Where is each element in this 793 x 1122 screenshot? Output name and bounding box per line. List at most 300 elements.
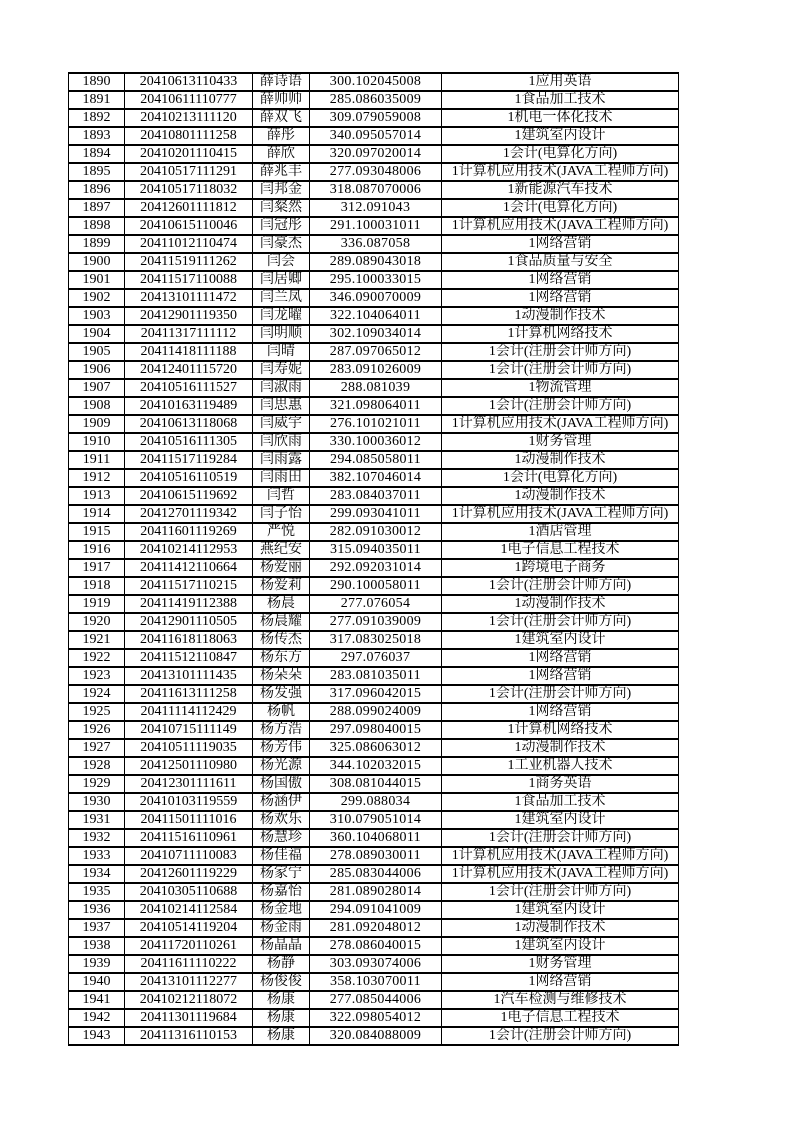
table-row: [69, 991, 679, 1009]
major-cell: 1财务管理: [442, 433, 679, 451]
serial-cell: 1936: [69, 901, 125, 919]
major-cell: 1会计(注册会计师方向): [442, 343, 679, 361]
serial-cell: 1915: [69, 523, 125, 541]
serial-cell: 1913: [69, 487, 125, 505]
serial-cell: 1932: [69, 829, 125, 847]
major-cell: 1动漫制作技术: [442, 919, 679, 937]
table-row: [69, 361, 679, 379]
table-row: [69, 73, 679, 91]
student-name-cell: 杨家宁: [253, 865, 310, 883]
student-id-cell: 20413101111472: [125, 289, 253, 307]
student-id-cell: 20410615119692: [125, 487, 253, 505]
table-row: [69, 739, 679, 757]
table-row: [69, 775, 679, 793]
score-cell: 303.093074006: [310, 955, 442, 973]
student-name-cell: 闫豪杰: [253, 235, 310, 253]
student-name-cell: 杨嘉怡: [253, 883, 310, 901]
serial-cell: 1928: [69, 757, 125, 775]
student-name-cell: 杨东方: [253, 649, 310, 667]
roster-table-body: [69, 73, 679, 1045]
table-row: [69, 577, 679, 595]
table-row: [69, 919, 679, 937]
student-id-cell: 20410711110083: [125, 847, 253, 865]
score-cell: 299.088034: [310, 793, 442, 811]
student-id-cell: 20410516110519: [125, 469, 253, 487]
student-name-cell: 闫威宇: [253, 415, 310, 433]
student-name-cell: 薛帅帅: [253, 91, 310, 109]
student-name-cell: 杨金地: [253, 901, 310, 919]
student-name-cell: 闫淑雨: [253, 379, 310, 397]
student-id-cell: 20410611110777: [125, 91, 253, 109]
student-name-cell: 闫雨露: [253, 451, 310, 469]
student-id-cell: 20411517110215: [125, 577, 253, 595]
serial-cell: 1890: [69, 73, 125, 91]
student-name-cell: 杨康: [253, 1027, 310, 1045]
student-id-cell: 20411412110664: [125, 559, 253, 577]
student-id-cell: 20410212118072: [125, 991, 253, 1009]
table-row: [69, 865, 679, 883]
table-row: [69, 631, 679, 649]
score-cell: 300.102045008: [310, 73, 442, 91]
student-name-cell: 杨爱丽: [253, 559, 310, 577]
student-id-cell: 20411512110847: [125, 649, 253, 667]
serial-cell: 1910: [69, 433, 125, 451]
student-id-cell: 20412501110980: [125, 757, 253, 775]
student-name-cell: 杨朵朵: [253, 667, 310, 685]
score-cell: 291.100031011: [310, 217, 442, 235]
major-cell: 1计算机应用技术(JAVA工程师方向): [442, 163, 679, 181]
major-cell: 1建筑室内设计: [442, 937, 679, 955]
serial-cell: 1893: [69, 127, 125, 145]
student-id-cell: 20412601119229: [125, 865, 253, 883]
table-row: [69, 271, 679, 289]
table-row: [69, 91, 679, 109]
major-cell: 1会计(注册会计师方向): [442, 577, 679, 595]
serial-cell: 1906: [69, 361, 125, 379]
score-cell: 277.091039009: [310, 613, 442, 631]
score-cell: 278.089030011: [310, 847, 442, 865]
score-cell: 276.101021011: [310, 415, 442, 433]
table-row: [69, 469, 679, 487]
table-row: [69, 415, 679, 433]
table-row: [69, 235, 679, 253]
student-name-cell: 杨帆: [253, 703, 310, 721]
student-name-cell: 闫思惠: [253, 397, 310, 415]
serial-cell: 1914: [69, 505, 125, 523]
major-cell: 1会计(注册会计师方向): [442, 613, 679, 631]
score-cell: 297.098040015: [310, 721, 442, 739]
serial-cell: 1908: [69, 397, 125, 415]
student-id-cell: 20411419112388: [125, 595, 253, 613]
serial-cell: 1941: [69, 991, 125, 1009]
serial-cell: 1900: [69, 253, 125, 271]
major-cell: 1会计(注册会计师方向): [442, 829, 679, 847]
major-cell: 1食品加工技术: [442, 793, 679, 811]
serial-cell: 1892: [69, 109, 125, 127]
student-id-cell: 20411317111112: [125, 325, 253, 343]
score-cell: 344.102032015: [310, 757, 442, 775]
score-cell: 318.087070006: [310, 181, 442, 199]
major-cell: 1会计(注册会计师方向): [442, 1027, 679, 1045]
major-cell: 1电子信息工程技术: [442, 541, 679, 559]
major-cell: 1计算机应用技术(JAVA工程师方向): [442, 865, 679, 883]
serial-cell: 1939: [69, 955, 125, 973]
student-id-cell: 20411601119269: [125, 523, 253, 541]
major-cell: 1网络营销: [442, 973, 679, 991]
student-id-cell: 20410103119559: [125, 793, 253, 811]
major-cell: 1财务管理: [442, 955, 679, 973]
major-cell: 1食品加工技术: [442, 91, 679, 109]
student-name-cell: 杨晶晶: [253, 937, 310, 955]
score-cell: 282.091030012: [310, 523, 442, 541]
student-id-cell: 20411613111258: [125, 685, 253, 703]
student-name-cell: 闫欣雨: [253, 433, 310, 451]
serial-cell: 1899: [69, 235, 125, 253]
table-row: [69, 901, 679, 919]
student-name-cell: 薛彤: [253, 127, 310, 145]
student-id-cell: 20410517111291: [125, 163, 253, 181]
major-cell: 1网络营销: [442, 289, 679, 307]
serial-cell: 1937: [69, 919, 125, 937]
student-name-cell: 闫兰凤: [253, 289, 310, 307]
score-cell: 299.093041011: [310, 505, 442, 523]
serial-cell: 1926: [69, 721, 125, 739]
score-cell: 358.103070011: [310, 973, 442, 991]
serial-cell: 1904: [69, 325, 125, 343]
student-id-cell: 20412901119350: [125, 307, 253, 325]
serial-cell: 1933: [69, 847, 125, 865]
student-name-cell: 闫雨田: [253, 469, 310, 487]
table-row: [69, 487, 679, 505]
student-id-cell: 20411519111262: [125, 253, 253, 271]
serial-cell: 1918: [69, 577, 125, 595]
student-id-cell: 20410514119204: [125, 919, 253, 937]
student-id-cell: 20411501111016: [125, 811, 253, 829]
table-row: [69, 199, 679, 217]
major-cell: 1计算机应用技术(JAVA工程师方向): [442, 217, 679, 235]
score-cell: 289.089043018: [310, 253, 442, 271]
table-row: [69, 937, 679, 955]
serial-cell: 1919: [69, 595, 125, 613]
student-name-cell: 闫粲然: [253, 199, 310, 217]
table-row: [69, 613, 679, 631]
student-id-cell: 20411517110088: [125, 271, 253, 289]
student-id-cell: 20411517119284: [125, 451, 253, 469]
student-id-cell: 20410305110688: [125, 883, 253, 901]
serial-cell: 1942: [69, 1009, 125, 1027]
student-name-cell: 杨传杰: [253, 631, 310, 649]
major-cell: 1新能源汽车技术: [442, 181, 679, 199]
serial-cell: 1897: [69, 199, 125, 217]
major-cell: 1网络营销: [442, 271, 679, 289]
table-row: [69, 163, 679, 181]
serial-cell: 1895: [69, 163, 125, 181]
table-row: [69, 721, 679, 739]
serial-cell: 1920: [69, 613, 125, 631]
table-row: [69, 1009, 679, 1027]
score-cell: 283.081035011: [310, 667, 442, 685]
student-name-cell: 闫冠彤: [253, 217, 310, 235]
table-row: [69, 181, 679, 199]
student-name-cell: 杨金雨: [253, 919, 310, 937]
major-cell: 1电子信息工程技术: [442, 1009, 679, 1027]
student-id-cell: 20413101111435: [125, 667, 253, 685]
student-id-cell: 20410715111149: [125, 721, 253, 739]
major-cell: 1商务英语: [442, 775, 679, 793]
major-cell: 1计算机应用技术(JAVA工程师方向): [442, 415, 679, 433]
major-cell: 1网络营销: [442, 649, 679, 667]
table-row: [69, 109, 679, 127]
table-row: [69, 883, 679, 901]
table-row: [69, 127, 679, 145]
table-row: [69, 595, 679, 613]
serial-cell: 1894: [69, 145, 125, 163]
student-id-cell: 20411316110153: [125, 1027, 253, 1045]
major-cell: 1动漫制作技术: [442, 307, 679, 325]
table-row: [69, 1027, 679, 1045]
major-cell: 1建筑室内设计: [442, 901, 679, 919]
major-cell: 1计算机网络技术: [442, 721, 679, 739]
student-id-cell: 20410511119035: [125, 739, 253, 757]
serial-cell: 1923: [69, 667, 125, 685]
student-id-cell: 20413101112277: [125, 973, 253, 991]
table-row: [69, 307, 679, 325]
table-row: [69, 433, 679, 451]
student-name-cell: 闫晴: [253, 343, 310, 361]
student-name-cell: 闫居卿: [253, 271, 310, 289]
student-name-cell: 杨芳伟: [253, 739, 310, 757]
major-cell: 1工业机器人技术: [442, 757, 679, 775]
table-row: [69, 289, 679, 307]
serial-cell: 1921: [69, 631, 125, 649]
student-name-cell: 杨爱莉: [253, 577, 310, 595]
major-cell: 1网络营销: [442, 667, 679, 685]
major-cell: 1会计(注册会计师方向): [442, 883, 679, 901]
major-cell: 1机电一体化技术: [442, 109, 679, 127]
major-cell: 1会计(电算化方向): [442, 145, 679, 163]
table-row: [69, 523, 679, 541]
table-row: [69, 649, 679, 667]
student-name-cell: 杨光源: [253, 757, 310, 775]
student-name-cell: 薛诗语: [253, 73, 310, 91]
score-cell: 288.081039: [310, 379, 442, 397]
score-cell: 290.100058011: [310, 577, 442, 595]
serial-cell: 1927: [69, 739, 125, 757]
major-cell: 1汽车检测与维修技术: [442, 991, 679, 1009]
score-cell: 382.107046014: [310, 469, 442, 487]
score-cell: 310.079051014: [310, 811, 442, 829]
serial-cell: 1916: [69, 541, 125, 559]
score-cell: 322.098054012: [310, 1009, 442, 1027]
score-cell: 285.083044006: [310, 865, 442, 883]
serial-cell: 1938: [69, 937, 125, 955]
serial-cell: 1912: [69, 469, 125, 487]
student-id-cell: 20412301111611: [125, 775, 253, 793]
table-row: [69, 451, 679, 469]
score-cell: 281.092048012: [310, 919, 442, 937]
student-name-cell: 杨涵伊: [253, 793, 310, 811]
admission-roster-table: [68, 72, 679, 1046]
serial-cell: 1901: [69, 271, 125, 289]
major-cell: 1动漫制作技术: [442, 487, 679, 505]
serial-cell: 1935: [69, 883, 125, 901]
serial-cell: 1917: [69, 559, 125, 577]
table-row: [69, 379, 679, 397]
table-row: [69, 325, 679, 343]
table-row: [69, 253, 679, 271]
student-id-cell: 20412901110505: [125, 613, 253, 631]
student-id-cell: 20411301119684: [125, 1009, 253, 1027]
student-id-cell: 20410213111120: [125, 109, 253, 127]
major-cell: 1会计(电算化方向): [442, 199, 679, 217]
student-id-cell: 20410613118068: [125, 415, 253, 433]
student-id-cell: 20410801111258: [125, 127, 253, 145]
student-name-cell: 杨国傲: [253, 775, 310, 793]
major-cell: 1网络营销: [442, 235, 679, 253]
student-name-cell: 薛欣: [253, 145, 310, 163]
serial-cell: 1909: [69, 415, 125, 433]
student-id-cell: 20410613110433: [125, 73, 253, 91]
student-id-cell: 20411418111188: [125, 343, 253, 361]
serial-cell: 1911: [69, 451, 125, 469]
student-name-cell: 杨俊俊: [253, 973, 310, 991]
major-cell: 1计算机应用技术(JAVA工程师方向): [442, 505, 679, 523]
table-row: [69, 829, 679, 847]
score-cell: 325.086063012: [310, 739, 442, 757]
student-name-cell: 薛兆丰: [253, 163, 310, 181]
student-id-cell: 20410516111527: [125, 379, 253, 397]
serial-cell: 1924: [69, 685, 125, 703]
table-row: [69, 217, 679, 235]
table-row: [69, 793, 679, 811]
serial-cell: 1931: [69, 811, 125, 829]
table-row: [69, 397, 679, 415]
student-id-cell: 20412601111812: [125, 199, 253, 217]
table-row: [69, 505, 679, 523]
score-cell: 320.097020014: [310, 145, 442, 163]
score-cell: 302.109034014: [310, 325, 442, 343]
score-cell: 309.079059008: [310, 109, 442, 127]
serial-cell: 1903: [69, 307, 125, 325]
serial-cell: 1934: [69, 865, 125, 883]
student-id-cell: 20410214112584: [125, 901, 253, 919]
student-name-cell: 闫会: [253, 253, 310, 271]
table-row: [69, 811, 679, 829]
student-id-cell: 20410516111305: [125, 433, 253, 451]
score-cell: 346.090070009: [310, 289, 442, 307]
major-cell: 1应用英语: [442, 73, 679, 91]
student-id-cell: 20410517118032: [125, 181, 253, 199]
serial-cell: 1907: [69, 379, 125, 397]
score-cell: 317.096042015: [310, 685, 442, 703]
major-cell: 1动漫制作技术: [442, 739, 679, 757]
score-cell: 278.086040015: [310, 937, 442, 955]
student-id-cell: 20411114112429: [125, 703, 253, 721]
score-cell: 312.091043: [310, 199, 442, 217]
score-cell: 283.091026009: [310, 361, 442, 379]
score-cell: 277.085044006: [310, 991, 442, 1009]
major-cell: 1酒店管理: [442, 523, 679, 541]
serial-cell: 1902: [69, 289, 125, 307]
student-id-cell: 20411012110474: [125, 235, 253, 253]
serial-cell: 1891: [69, 91, 125, 109]
student-name-cell: 闫龙曜: [253, 307, 310, 325]
score-cell: 317.083025018: [310, 631, 442, 649]
serial-cell: 1940: [69, 973, 125, 991]
major-cell: 1计算机网络技术: [442, 325, 679, 343]
major-cell: 1建筑室内设计: [442, 127, 679, 145]
student-name-cell: 杨慧珍: [253, 829, 310, 847]
score-cell: 277.076054: [310, 595, 442, 613]
student-name-cell: 薛双飞: [253, 109, 310, 127]
serial-cell: 1925: [69, 703, 125, 721]
major-cell: 1会计(注册会计师方向): [442, 397, 679, 415]
table-row: [69, 685, 679, 703]
student-id-cell: 20411611110222: [125, 955, 253, 973]
table-row: [69, 847, 679, 865]
major-cell: 1建筑室内设计: [442, 631, 679, 649]
table-row: [69, 559, 679, 577]
score-cell: 287.097065012: [310, 343, 442, 361]
student-name-cell: 杨发强: [253, 685, 310, 703]
serial-cell: 1922: [69, 649, 125, 667]
major-cell: 1会计(注册会计师方向): [442, 361, 679, 379]
student-name-cell: 杨欢乐: [253, 811, 310, 829]
student-id-cell: 20411516110961: [125, 829, 253, 847]
serial-cell: 1943: [69, 1027, 125, 1045]
major-cell: 1计算机应用技术(JAVA工程师方向): [442, 847, 679, 865]
serial-cell: 1898: [69, 217, 125, 235]
score-cell: 297.076037: [310, 649, 442, 667]
score-cell: 285.086035009: [310, 91, 442, 109]
student-name-cell: 杨康: [253, 991, 310, 1009]
serial-cell: 1896: [69, 181, 125, 199]
table-row: [69, 343, 679, 361]
score-cell: 336.087058: [310, 235, 442, 253]
student-id-cell: 20410214112953: [125, 541, 253, 559]
student-id-cell: 20410163119489: [125, 397, 253, 415]
student-name-cell: 杨晨: [253, 595, 310, 613]
student-id-cell: 20410615110046: [125, 217, 253, 235]
student-id-cell: 20411618118063: [125, 631, 253, 649]
score-cell: 288.099024009: [310, 703, 442, 721]
score-cell: 340.095057014: [310, 127, 442, 145]
serial-cell: 1905: [69, 343, 125, 361]
major-cell: 1跨境电子商务: [442, 559, 679, 577]
student-name-cell: 杨方浩: [253, 721, 310, 739]
score-cell: 360.104068011: [310, 829, 442, 847]
table-row: [69, 973, 679, 991]
major-cell: 1动漫制作技术: [442, 595, 679, 613]
table-row: [69, 757, 679, 775]
student-name-cell: 杨静: [253, 955, 310, 973]
score-cell: 321.098064011: [310, 397, 442, 415]
table-row: [69, 955, 679, 973]
score-cell: 295.100033015: [310, 271, 442, 289]
student-name-cell: 杨佳福: [253, 847, 310, 865]
major-cell: 1食品质量与安全: [442, 253, 679, 271]
student-name-cell: 闫邦金: [253, 181, 310, 199]
score-cell: 294.085058011: [310, 451, 442, 469]
score-cell: 315.094035011: [310, 541, 442, 559]
score-cell: 320.084088009: [310, 1027, 442, 1045]
major-cell: 1会计(注册会计师方向): [442, 685, 679, 703]
student-name-cell: 杨晨耀: [253, 613, 310, 631]
student-id-cell: 20410201110415: [125, 145, 253, 163]
student-id-cell: 20411720110261: [125, 937, 253, 955]
serial-cell: 1930: [69, 793, 125, 811]
score-cell: 283.084037011: [310, 487, 442, 505]
